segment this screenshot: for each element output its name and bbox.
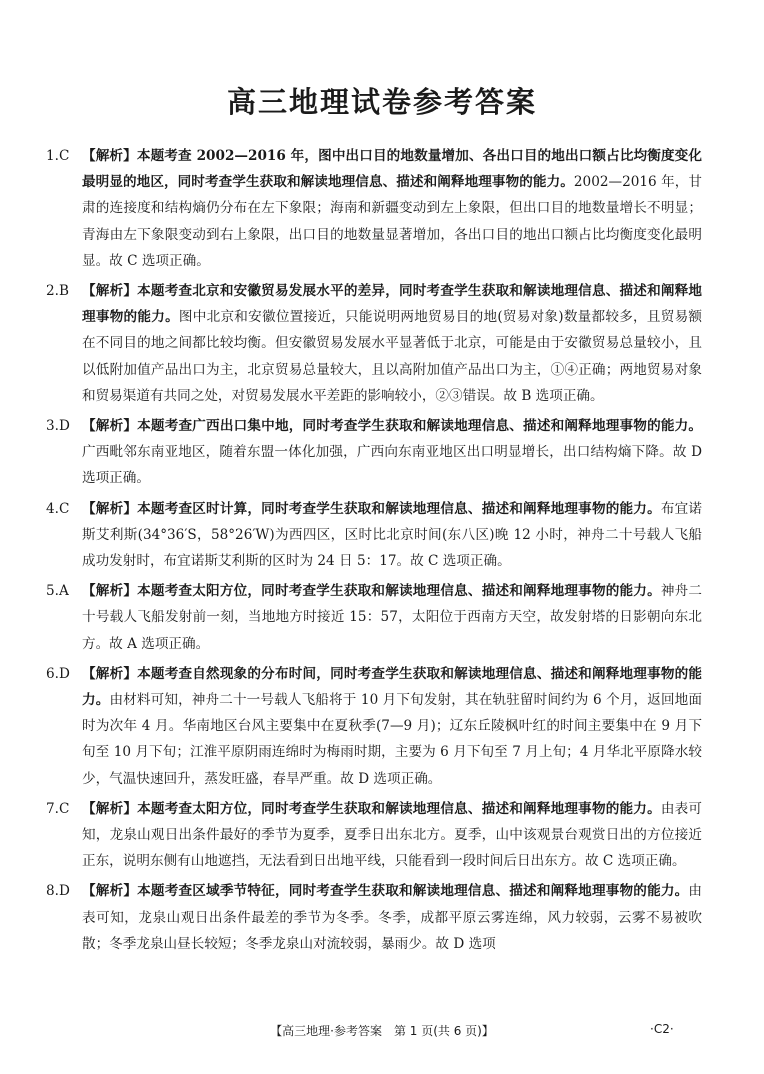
analysis-tag: 【解析】 [82,500,138,517]
answer-number: 5.A [46,583,69,600]
answer-item-6 [0,661,764,792]
answer-number: 2.B [46,283,69,300]
answer-item-1 [0,143,764,274]
page-title: 高三地理试卷参考答案 [226,85,537,119]
answer-item-4 [0,496,764,575]
page-code: ·C2· [650,1022,674,1036]
answer-body: 由表可知，龙泉山观日出条件最好的季节为夏季，夏季日出东北方。夏季，山中该观景台观赏日出的方位接近正东，说明东侧有山地遮挡，无法看到日出地平线，只能看到一段时间后日出东方。故 C 选项正确。 [82,800,703,870]
answer-number: 4.C [46,500,70,517]
answer-lead: 本题考查自然现象的分布时间，同时考查学生获取和解读地理信息、描述和阐释地理事物的能力。 [82,665,703,709]
analysis-tag: 【解析】 [82,583,138,600]
answer-number: 6.D [46,665,70,682]
answer-body: 由材料可知，神舟二十一号载人飞船将于 10 月下旬发射，其在轨驻留时间约为 6 个月，返回地面时为次年 4 月。华南地区台风主要集中在夏秋季(7—9 月)；辽东丘陵枫叶红的时间主要集中在 9 月下旬至 10 月下旬；江淮平原阴雨连绵时为梅雨时期，主要为 6 月下旬至 7 月上旬；4 月华北平原降水较少，气温快速回升，蒸发旺盛，春旱严重。故 D 选项正确。 [82,692,702,787]
analysis-tag: 【解析】 [82,883,138,900]
answer-body: 2002—2016 年，甘肃的连接度和结构熵仍分布在左下象限；海南和新疆变动到左上象限，但出口目的地数量增长不明显；青海由左下象限变动到右上象限，出口目的地数量显著增加，各出口目的地出口额占比均衡度变化最明显。故 C 选项正确。 [82,174,703,269]
page-footer: 【高三地理·参考答案 第 1 页(共 6 页)】 [270,1024,494,1038]
analysis-tag: 【解析】 [82,418,138,435]
answer-item-8 [0,878,764,957]
answer-lead: 本题考查 2002—2016 年，图中出口目的地数量增加、各出口目的地出口额占比均衡度变化最明显的地区，同时考查学生获取和解读地理信息、描述和阐释地理事物的能力。 [82,148,702,191]
answer-item-7 [0,796,764,875]
answer-body: 布宜诺斯艾利斯(34°36′S，58°26′W)为西四区，区时比北京时间(东八区)晚 12 小时，神舟二十号载人飞船成功发射时，布宜诺斯艾利斯的区时为 24 日 5：17。故 C 选项正确。 [82,500,703,570]
answer-number: 3.D [46,418,70,435]
answer-number: 7.C [46,800,70,817]
answer-item-3 [0,413,764,492]
analysis-tag: 【解析】 [82,148,137,164]
answer-body: 由表可知，龙泉山观日出条件最差的季节为冬季。冬季，成都平原云雾连绵，风力较弱，云雾不易被吹散；冬季龙泉山昼长较短；冬季龙泉山对流较弱，暴雨少。故 D 选项 [82,883,703,952]
answer-number: 1.C [46,148,70,164]
answer-list [0,143,764,961]
answer-body: 神舟二十号载人飞船发射前一刻，当地地方时接近 15：57，太阳位于西南方天空，故发射塔的日影朝向东北方。故 A 选项正确。 [82,583,703,652]
answer-lead: 本题考查区域季节特征，同时考查学生获取和解读地理信息、描述和阐释地理事物的能力。 [137,883,689,900]
answer-lead: 本题考查广西出口集中地，同时考查学生获取和解读地理信息、描述和阐释地理事物的能力。 [137,418,703,435]
answer-body: 广西毗邻东南亚地区，随着东盟一体化加强，广西向东南亚地区出口明显增长，出口结构熵下降。故 D 选项正确。 [82,444,702,487]
analysis-tag: 【解析】 [82,800,138,817]
answer-item-5 [0,578,764,657]
analysis-tag: 【解析】 [82,283,138,300]
answer-number: 8.D [46,883,70,900]
analysis-tag: 【解析】 [82,665,138,682]
answer-body: 图中北京和安徽位置接近，只能说明两地贸易目的地(贸易对象)数量都较多，且贸易额在不同目的地之间都比较均衡。但安徽贸易发展水平显著低于北京，可能是由于安徽贸易总量较小，且以低附加值产品出口为主，北京贸易总量较大，且以高附加值产品出口为主，①④正确；两地贸易对象和贸易渠道有共同之处，对贸易发展水平差距的影响较小，②③错误。故 B 选项正确。 [82,309,703,404]
answer-lead: 本题考查太阳方位，同时考查学生获取和解读地理信息、描述和阐释地理事物的能力。 [137,583,661,600]
answer-item-2 [0,278,764,409]
answer-lead: 本题考查太阳方位，同时考查学生获取和解读地理信息、描述和阐释地理事物的能力。 [137,800,661,817]
answer-lead: 本题考查北京和安徽贸易发展水平的差异，同时考查学生获取和解读地理信息、描述和阐释地理事物的能力。 [82,283,703,326]
answer-lead: 本题考查区时计算，同时考查学生获取和解读地理信息、描述和阐释地理事物的能力。 [137,500,661,517]
